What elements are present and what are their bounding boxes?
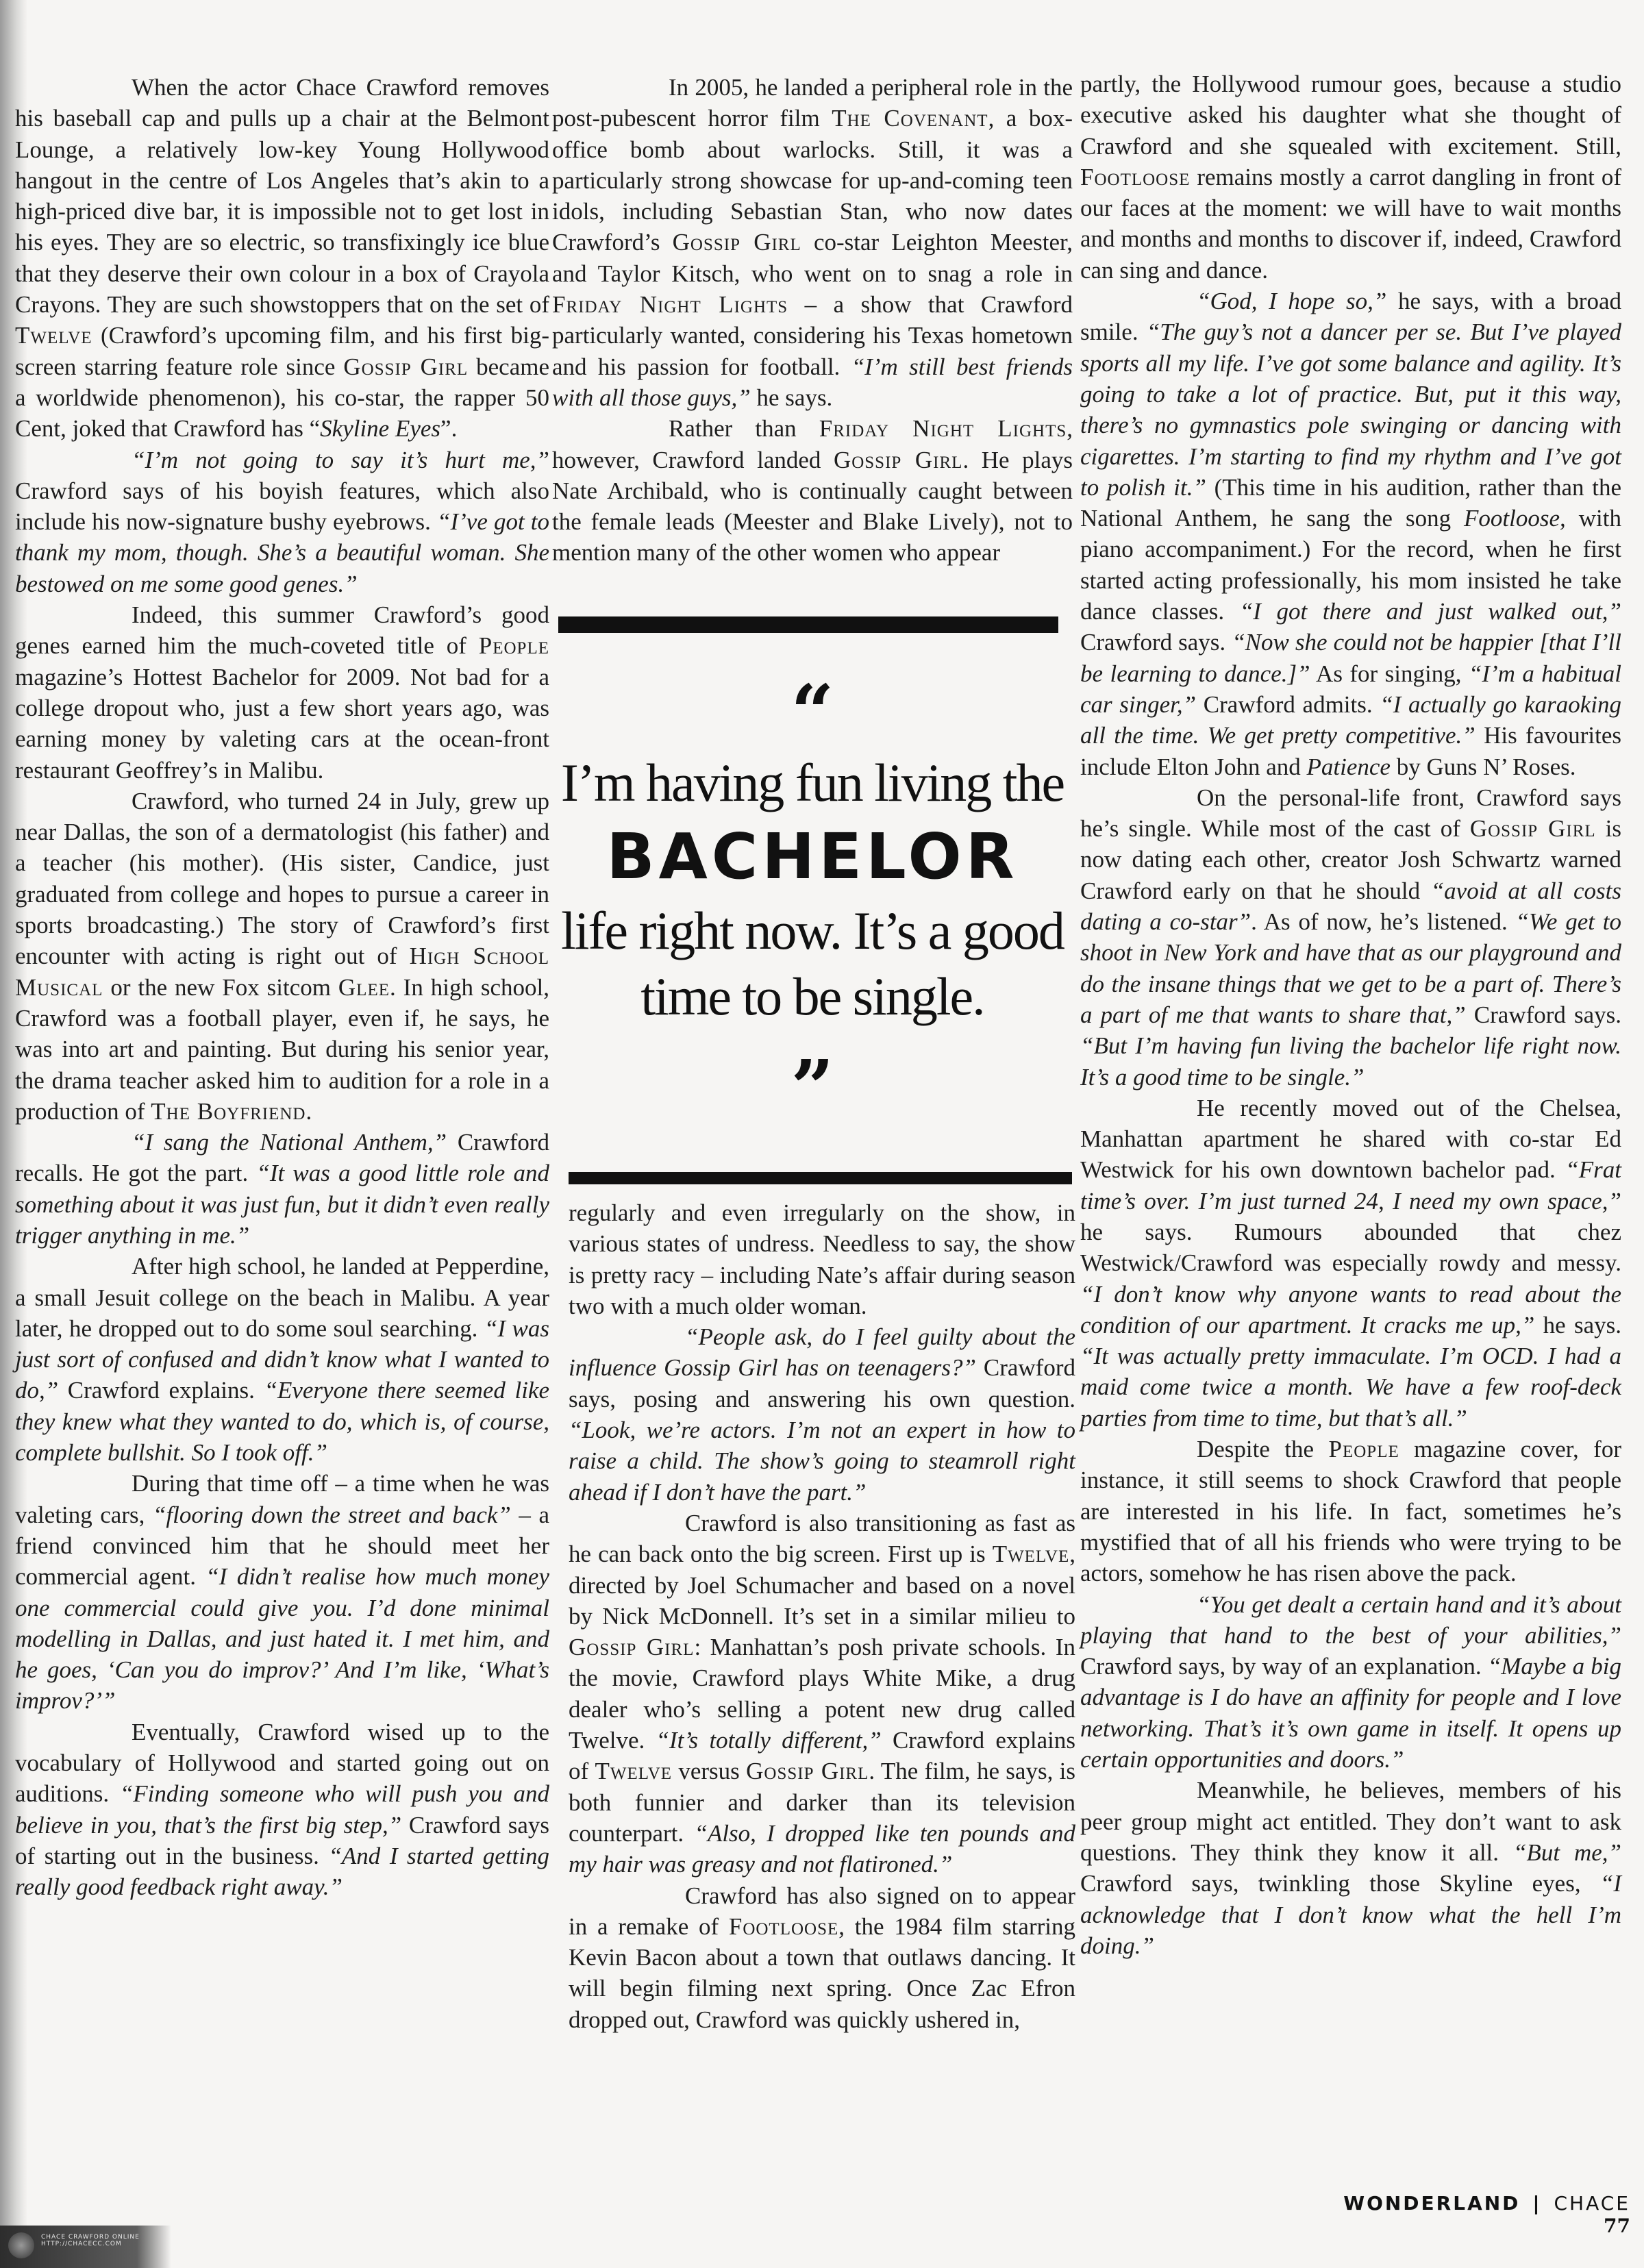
text-span: magazine cover, for instance, it still seems to shock Crawford that people are interested in his life. In fact, sometimes he’s mystified that of all his friends who were trying to be actors, somehow he has risen above the pack. xyxy=(1080,1436,1621,1587)
article-paragraph xyxy=(1080,1775,1621,1961)
text-span: Rather than xyxy=(669,415,819,443)
title-span: Gossip Girl xyxy=(1469,815,1596,843)
quote-span: Footloose, xyxy=(1464,505,1566,532)
text-span: , directed by Joel Schumacher and based on a novel by Nick McDonnell. It’s set in a similar milieu to xyxy=(569,1541,1075,1630)
text-span: Eventually, Crawford wised up to the vocabulary of Hollywood and started going out on auditions. xyxy=(15,1718,549,1808)
title-span: Friday Night Lights xyxy=(819,415,1067,443)
article-paragraph xyxy=(552,413,1073,568)
quote-span: “I’ve got to thank my mom, though. She’s a beautiful woman. She bestowed on me some good genes.” xyxy=(15,508,549,597)
quote-span: “I don’t know why anyone wants to read about the condition of our apartment. It cracks me up,” xyxy=(1080,1280,1621,1338)
text-span: Crawford says, twinkling those Skyline eyes, xyxy=(1080,1870,1600,1897)
text-span: regularly and even irregularly on the show, in various states of undress. Needless to say, the show is pretty racy – including Nate’s affair during season two with a much older woman. xyxy=(569,1199,1075,1319)
close-quote-mark: ” xyxy=(790,1043,834,1132)
text-span: Crawford explains of xyxy=(569,1727,1075,1785)
text-span: . xyxy=(306,1097,312,1125)
quote-span: “Now she could not be happier [that I’ll be learning to dance.]” xyxy=(1080,629,1621,687)
text-span: Indeed, this summer Crawford’s good genes earned him the much-coveted title of xyxy=(15,601,549,660)
quote-span: “Also, I dropped like ten pounds and my hair was greasy and not flatironed.” xyxy=(569,1819,1075,1878)
text-span: Despite the xyxy=(1197,1436,1329,1463)
quote-span: “I’m not going to say it’s hurt me,” xyxy=(132,446,549,473)
quote-span: “It was actually pretty immaculate. I’m OCD. I had a maid come twice a month. We have a few roof-deck parties from time to time, but that’s all.” xyxy=(1080,1343,1621,1432)
text-span: . The film, he says, is both funnier and darker than its television counterpart. xyxy=(569,1758,1076,1847)
footer-separator: | xyxy=(1532,2192,1542,2215)
text-span: As for singing, xyxy=(1310,660,1469,687)
pullquote-line-1: I’m having fun living the xyxy=(560,753,1064,812)
quote-span: “But I’m having fun living the bachelor life right now. It’s a good time to be single.” xyxy=(1080,1032,1621,1091)
text-span: Crawford says of starting out in the business. xyxy=(15,1811,549,1869)
article-paragraph xyxy=(569,1880,1075,2035)
section-name: CHACE xyxy=(1554,2192,1630,2215)
article-paragraph xyxy=(569,1321,1075,1508)
text-span: . As of now, he’s listened. xyxy=(1251,908,1516,936)
text-span: On the personal-life front, Crawford says he’s single. While most of the cast of xyxy=(1080,784,1621,843)
quote-span: “It was a good little role and something about it was just fun, but it didn’t even really trigger anything in me.” xyxy=(15,1160,549,1249)
quote-span: “I’m still best friends with all those guys,” xyxy=(552,353,1073,411)
quote-span: “Frat time’s over. I’m just turned 24, I need my own space,” xyxy=(1080,1156,1621,1214)
article-column-3 xyxy=(1080,68,1621,1961)
article-paragraph xyxy=(569,1508,1075,1880)
quote-span: “Look, we’re actors. I’m not an expert in how to raise a child. The show’s going to steamroll right ahead if I don’t have the part.” xyxy=(569,1417,1075,1506)
text-span: Crawford says of his boyish features, which also include his now-signature bushy eyebrows. xyxy=(15,477,549,536)
text-span: , the 1984 film starring Kevin Bacon about a town that outlaws dancing. It will begin filming next spring. Once Zac Efron dropped out, Crawford was quickly ushered in, xyxy=(569,1912,1075,2033)
quote-span: “But me,” xyxy=(1512,1839,1621,1866)
pullquote-line-3: time to be single. xyxy=(640,967,984,1026)
article-paragraph xyxy=(1080,1589,1621,1775)
watermark-logo-icon xyxy=(8,2232,34,2258)
quote-span: “I didn’t realise how much money one commercial could give you. I’d done minimal modelling in Dallas, and just hated it. I met him, and he goes, ‘Can you do improv?’ And I’m like, ‘What’s improv?’” xyxy=(15,1563,549,1715)
title-span: Gossip Girl xyxy=(343,353,469,380)
quote-span: “I got there and just walked out,” xyxy=(1239,598,1622,625)
quote-span: “flooring down the street and back” xyxy=(152,1501,511,1528)
article-paragraph xyxy=(552,72,1073,413)
text-span: Crawford is also transitioning as fast as he can back onto the big screen. First up is xyxy=(569,1509,1075,1568)
pullquote-rule-bottom xyxy=(569,1172,1072,1184)
quote-span: “The guy’s not a dancer per se. But I’ve played sports all my life. I’ve got some balance and agility. It’s going to take a lot of practice. But, put it this way, there’s no gymnastics pole swinging or dancing with cigarettes. I’m starting to find my rhythm and I’ve got to polish it.” xyxy=(1080,319,1622,501)
article-paragraph xyxy=(1080,286,1621,782)
open-quote-mark: “ xyxy=(790,668,834,756)
text-span: he says. Rumours abounded that chez Westwick/Crawford was especially rowdy and messy. xyxy=(1080,1218,1621,1277)
title-span: Gossip Girl xyxy=(833,446,963,473)
quote-span: “We get to shoot in New York and have that as our playground and do the insane things that we get to be a part of. There’s a part of me that wants to share that,” xyxy=(1080,908,1621,1028)
article-paragraph xyxy=(15,72,549,445)
quote-span: “Everyone there seemed like they knew what they wanted to do, which is, of course, complete bullshit. So I took off.” xyxy=(15,1377,549,1467)
article-column-1 xyxy=(15,72,549,1903)
article-column-2-bottom xyxy=(569,1197,1075,2035)
article-paragraph xyxy=(15,599,549,786)
article-paragraph xyxy=(15,1127,549,1251)
article-paragraph xyxy=(1080,782,1621,1093)
text-span: Crawford, who turned 24 in July, grew up near Dallas, the son of a dermatologist (his father) and a teacher (his mother). (His sister, Candice, just graduated from college and hopes to pursue a career in sports broadcasting.) The story of Crawford’s first encounter with acting is right out of xyxy=(15,787,549,970)
text-span: remains mostly a carrot dangling in front of our faces at the moment: we will have to wait months and months and months to discover if, indeed, Crawford can sing and dance. xyxy=(1080,163,1621,284)
quote-span: Patience xyxy=(1306,753,1391,780)
text-span: is now dating each other, creator Josh Schwartz warned Crawford early on that he should xyxy=(1080,815,1621,904)
text-span: When the actor Chace Crawford removes his baseball cap and pulls up a chair at the Belmont Lounge, a relatively low-key Young Hollywood hangout in the centre of Los Angeles that’s akin to a high-priced dive bar, it is impossible not to get lost in his eyes. They are so electric, so transfixingly ice blue that they deserve their own colour in a box of Crayola Crayons. They are such showstoppers that on the set of xyxy=(15,74,549,319)
article-paragraph xyxy=(1080,1093,1621,1434)
title-span: People xyxy=(478,632,549,660)
quote-span: “Maybe a big advantage is I do have an affinity for people and I love networking. That’s it’s own game in itself. It opens up certain opportunities and doors.” xyxy=(1080,1653,1621,1773)
text-span: with piano accompaniment.) For the record, when he first started acting professionally, his mom insisted he take dance classes. xyxy=(1080,505,1621,625)
text-span: He recently moved out of the Chelsea, Manhattan apartment he shared with co-star Ed Westwick for his own downtown bachelor pad. xyxy=(1080,1094,1621,1184)
text-span: he says, with a broad smile. xyxy=(1080,288,1621,346)
text-span: ”. xyxy=(440,415,458,443)
title-span: Gossip Girl xyxy=(672,229,801,256)
title-span: Glee xyxy=(338,973,390,1001)
text-span: or the new Fox sitcom xyxy=(103,973,338,1001)
quote-span: “I actually go karaoking all the time. We get pretty competitive.” xyxy=(1080,690,1621,749)
title-span: Gossip Girl xyxy=(746,1758,869,1785)
quote-span: “God, I hope so,” xyxy=(1197,288,1387,315)
title-span: Twelve xyxy=(992,1541,1070,1568)
text-span: (Crawford’s upcoming film, and his first big-screen starring feature role since xyxy=(15,322,549,380)
title-span: Twelve xyxy=(15,322,92,349)
article-paragraph xyxy=(15,445,549,599)
text-span: – a friend convinced him that he should meet her commercial agent. xyxy=(15,1501,549,1591)
text-span: – a show that Crawford particularly wanted, considering his Texas hometown and his passion for football. xyxy=(552,291,1073,380)
quote-span: Skyline Eyes xyxy=(320,415,441,443)
title-span: Gossip Girl xyxy=(569,1634,695,1661)
pullquote-line-2: life right now. It’s a good xyxy=(561,901,1064,960)
text-span: : Manhattan’s posh private schools. In the movie, Crawford plays White Mike, a drug dealer who’s selling a potent new drug called Twelve. xyxy=(569,1634,1075,1754)
text-span: magazine’s Hottest Bachelor for 2009. Not bad for a college dropout who, just a few short years ago, was earning money by valeting cars at the ocean-front restaurant Geoffrey’s in Malibu. xyxy=(15,663,549,784)
quote-span: “And I started getting really good feedback right away.” xyxy=(15,1842,549,1901)
title-span: High School Musical xyxy=(15,943,549,1001)
pullquote xyxy=(552,668,1073,1132)
text-span: Crawford admits. xyxy=(1196,690,1380,718)
text-span: In 2005, he landed a peripheral role in the post-pubescent horror film xyxy=(552,74,1073,132)
quote-span: “avoid at all costs dating a co-star” xyxy=(1080,877,1621,936)
text-span: , however, Crawford landed xyxy=(552,415,1073,473)
title-span: Footloose xyxy=(728,1912,839,1940)
text-span: Crawford says, by way of an explanation. xyxy=(1080,1653,1488,1680)
text-span: Crawford says. xyxy=(1080,629,1232,656)
article-paragraph xyxy=(1080,1434,1621,1588)
title-span: Friday Night Lights xyxy=(552,291,788,319)
title-span: People xyxy=(1328,1436,1399,1463)
quote-span: “You get dealt a certain hand and it’s about playing that hand to the best of your abilities,” xyxy=(1080,1591,1621,1649)
text-span: became a worldwide phenomenon), his co-star, the rapper 50 Cent, joked that Crawford has “ xyxy=(15,353,549,443)
page-number: 77 xyxy=(1604,2215,1630,2237)
text-span: partly, the Hollywood rumour goes, because a studio executive asked his daughter what she thought of Crawford and she squealed with excitement. Still, xyxy=(1080,71,1621,160)
text-span: During that time off – a time when he was valeting cars, xyxy=(15,1470,549,1528)
quote-span: “People ask, do I feel guilty about the influence Gossip Girl has on teenagers?” xyxy=(569,1323,1075,1382)
text-span: (This time in his audition, rather than the National Anthem, he sang the song xyxy=(1080,473,1621,532)
text-span: Crawford recalls. He got the part. xyxy=(15,1129,550,1187)
watermark-line-2: HTTP://CHACECC.COM xyxy=(41,2241,122,2247)
text-span: After high school, he landed at Pepperdine, a small Jesuit college on the beach in Malibu. A year later, he dropped out to do some soul searching. xyxy=(15,1253,549,1342)
article-paragraph xyxy=(15,786,549,1127)
text-span: . He plays Nate Archibald, who is continually caught between the female leads (Meester and Blake Lively), not to mention many of the other women who appear xyxy=(552,446,1073,566)
article-paragraph xyxy=(15,1468,549,1716)
pullquote-rule-top xyxy=(558,616,1058,633)
article-paragraph xyxy=(15,1251,549,1468)
pullquote-emphasis: BACHELOR xyxy=(606,820,1019,893)
text-span: Meanwhile, he believes, members of his peer group might act entitled. They don’t want to ask questions. They think they know it all. xyxy=(1080,1777,1621,1866)
page-footer xyxy=(1288,2192,1630,2237)
text-span: , a box-office bomb about warlocks. Still, it was a particularly strong showcase for up-and-coming teen idols, including Sebastian Stan, who now dates Crawford’s xyxy=(552,105,1073,256)
quote-span: “It’s totally different,” xyxy=(656,1727,882,1754)
text-span: by Guns N’ Roses. xyxy=(1390,753,1576,780)
text-span: Crawford says. xyxy=(1465,1001,1621,1028)
title-span: The Boyfriend xyxy=(151,1097,306,1125)
text-span: His favourites include Elton John and xyxy=(1080,722,1621,780)
quote-span: “I acknowledge that I don’t know what the hell I’m doing.” xyxy=(1080,1870,1621,1959)
quote-span: “I was just sort of confused and didn’t know what I wanted to do,” xyxy=(15,1314,549,1404)
watermark xyxy=(0,2226,171,2268)
quote-span: “I sang the National Anthem,” xyxy=(132,1129,447,1156)
text-span: . In high school, Crawford was a football player, even if, he says, he was into art and painting. But during his senior year, the drama teacher asked him to audition for a role in a production of xyxy=(15,973,549,1125)
text-span: he says. xyxy=(1534,1311,1622,1338)
text-span: co-star Leighton Meester, and Taylor Kitsch, who went on to snag a role in xyxy=(552,229,1073,287)
article-paragraph xyxy=(1080,68,1621,286)
title-span: Twelve xyxy=(595,1758,673,1785)
text-span: Crawford says, posing and answering his own question. xyxy=(569,1354,1075,1412)
text-span: he says. xyxy=(750,384,833,411)
article-paragraph xyxy=(569,1197,1075,1321)
title-span: Footloose xyxy=(1080,163,1191,190)
text-span: Crawford explains. xyxy=(58,1377,264,1404)
quote-span: “I’m a habitual car singer,” xyxy=(1080,660,1621,718)
magazine-name: WONDERLAND xyxy=(1343,2192,1521,2215)
text-span: versus xyxy=(672,1758,747,1785)
quote-span: “Finding someone who will push you and believe in you, that’s the first big step,” xyxy=(15,1780,549,1839)
watermark-line-1: CHACE CRAWFORD ONLINE xyxy=(41,2234,140,2241)
article-column-2-top xyxy=(552,72,1073,569)
text-span: Crawford has also signed on to appear in a remake of xyxy=(569,1882,1075,1940)
article-paragraph xyxy=(15,1717,549,1903)
title-span: The Covenant xyxy=(832,105,988,132)
